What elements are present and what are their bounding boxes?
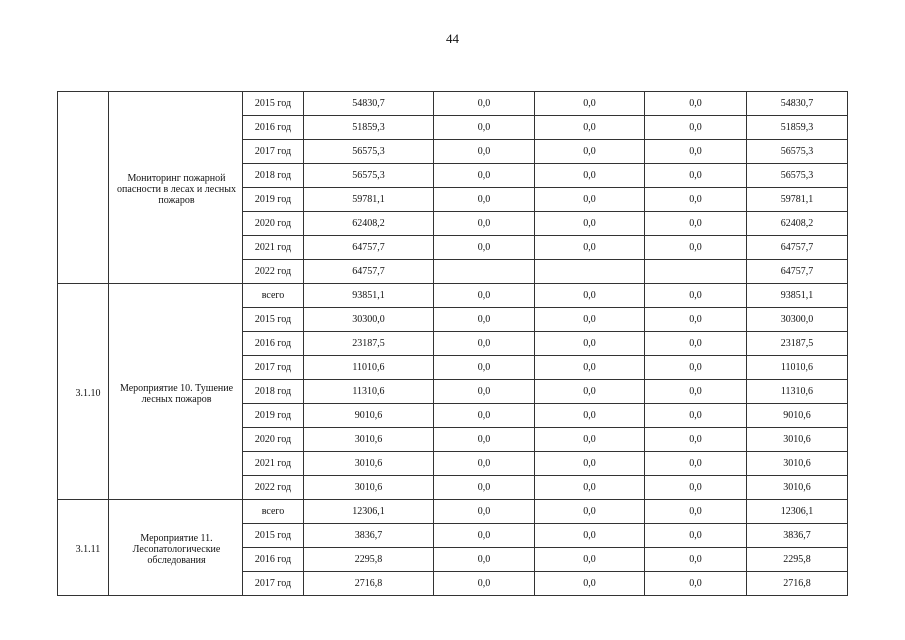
year-cell: 2017 год [243, 356, 304, 380]
value-cell-3: 0,0 [535, 164, 645, 188]
year-cell: 2022 год [243, 260, 304, 284]
item-name: Мероприятие 11. Лесопатологические обследования [109, 500, 243, 596]
value-cell-5: 64757,7 [747, 260, 848, 284]
year-cell: 2017 год [243, 572, 304, 596]
value-cell-3: 0,0 [535, 524, 645, 548]
value-cell-2: 0,0 [434, 476, 535, 500]
year-cell: 2019 год [243, 404, 304, 428]
value-cell-5: 3010,6 [747, 452, 848, 476]
value-cell-2: 0,0 [434, 332, 535, 356]
year-cell: 2015 год [243, 308, 304, 332]
value-cell-5: 11010,6 [747, 356, 848, 380]
value-cell-4: 0,0 [645, 212, 747, 236]
value-cell-2: 0,0 [434, 380, 535, 404]
value-cell-4: 0,0 [645, 140, 747, 164]
value-cell-4: 0,0 [645, 452, 747, 476]
value-cell-3: 0,0 [535, 356, 645, 380]
year-cell: 2022 год [243, 476, 304, 500]
value-cell-5: 59781,1 [747, 188, 848, 212]
value-cell-2 [434, 260, 535, 284]
value-cell-5: 3836,7 [747, 524, 848, 548]
value-cell-3: 0,0 [535, 332, 645, 356]
year-cell: 2016 год [243, 548, 304, 572]
value-cell-5: 54830,7 [747, 92, 848, 116]
value-cell-5: 23187,5 [747, 332, 848, 356]
value-cell-4: 0,0 [645, 188, 747, 212]
value-cell-4: 0,0 [645, 308, 747, 332]
total-cell: 3836,7 [304, 524, 434, 548]
value-cell-2: 0,0 [434, 356, 535, 380]
year-cell: всего [243, 284, 304, 308]
value-cell-3: 0,0 [535, 284, 645, 308]
value-cell-2: 0,0 [434, 92, 535, 116]
value-cell-3 [535, 260, 645, 284]
value-cell-4: 0,0 [645, 524, 747, 548]
value-cell-2: 0,0 [434, 452, 535, 476]
year-cell: 2016 год [243, 332, 304, 356]
value-cell-5: 56575,3 [747, 164, 848, 188]
value-cell-3: 0,0 [535, 428, 645, 452]
total-cell: 23187,5 [304, 332, 434, 356]
value-cell-5: 62408,2 [747, 212, 848, 236]
year-cell: 2019 год [243, 188, 304, 212]
value-cell-5: 64757,7 [747, 236, 848, 260]
value-cell-4: 0,0 [645, 548, 747, 572]
total-cell: 3010,6 [304, 476, 434, 500]
value-cell-2: 0,0 [434, 404, 535, 428]
value-cell-5: 2716,8 [747, 572, 848, 596]
value-cell-3: 0,0 [535, 404, 645, 428]
value-cell-2: 0,0 [434, 284, 535, 308]
value-cell-3: 0,0 [535, 212, 645, 236]
total-cell: 51859,3 [304, 116, 434, 140]
value-cell-5: 9010,6 [747, 404, 848, 428]
value-cell-3: 0,0 [535, 572, 645, 596]
total-cell: 59781,1 [304, 188, 434, 212]
value-cell-3: 0,0 [535, 236, 645, 260]
total-cell: 11010,6 [304, 356, 434, 380]
year-cell: 2015 год [243, 92, 304, 116]
total-cell: 64757,7 [304, 260, 434, 284]
table-row [58, 284, 848, 308]
value-cell-2: 0,0 [434, 308, 535, 332]
total-cell: 56575,3 [304, 140, 434, 164]
value-cell-2: 0,0 [434, 188, 535, 212]
value-cell-5: 11310,6 [747, 380, 848, 404]
year-cell: 2020 год [243, 212, 304, 236]
item-number [58, 92, 109, 284]
value-cell-2: 0,0 [434, 116, 535, 140]
value-cell-4: 0,0 [645, 116, 747, 140]
value-cell-5: 93851,1 [747, 284, 848, 308]
value-cell-4: 0,0 [645, 356, 747, 380]
total-cell: 3010,6 [304, 428, 434, 452]
value-cell-5: 3010,6 [747, 476, 848, 500]
total-cell: 64757,7 [304, 236, 434, 260]
value-cell-2: 0,0 [434, 140, 535, 164]
year-cell: 2020 год [243, 428, 304, 452]
year-cell: 2021 год [243, 452, 304, 476]
total-cell: 3010,6 [304, 452, 434, 476]
value-cell-4: 0,0 [645, 332, 747, 356]
total-cell: 2716,8 [304, 572, 434, 596]
value-cell-3: 0,0 [535, 476, 645, 500]
value-cell-4: 0,0 [645, 236, 747, 260]
value-cell-4: 0,0 [645, 500, 747, 524]
value-cell-3: 0,0 [535, 380, 645, 404]
total-cell: 2295,8 [304, 548, 434, 572]
year-cell: 2018 год [243, 164, 304, 188]
year-cell: 2015 год [243, 524, 304, 548]
total-cell: 56575,3 [304, 164, 434, 188]
total-cell: 11310,6 [304, 380, 434, 404]
value-cell-3: 0,0 [535, 92, 645, 116]
year-cell: 2016 год [243, 116, 304, 140]
year-cell: всего [243, 500, 304, 524]
value-cell-2: 0,0 [434, 236, 535, 260]
year-cell: 2021 год [243, 236, 304, 260]
value-cell-4: 0,0 [645, 92, 747, 116]
value-cell-2: 0,0 [434, 548, 535, 572]
year-cell: 2018 год [243, 380, 304, 404]
total-cell: 54830,7 [304, 92, 434, 116]
value-cell-5: 56575,3 [747, 140, 848, 164]
value-cell-4: 0,0 [645, 476, 747, 500]
value-cell-5: 3010,6 [747, 428, 848, 452]
value-cell-4 [645, 260, 747, 284]
value-cell-4: 0,0 [645, 380, 747, 404]
item-name: Мониторинг пожарной опасности в лесах и лесных пожаров [109, 92, 243, 284]
value-cell-5: 2295,8 [747, 548, 848, 572]
value-cell-3: 0,0 [535, 116, 645, 140]
value-cell-4: 0,0 [645, 164, 747, 188]
total-cell: 93851,1 [304, 284, 434, 308]
value-cell-5: 12306,1 [747, 500, 848, 524]
table-row [58, 500, 848, 524]
value-cell-3: 0,0 [535, 188, 645, 212]
item-number: 3.1.10 [58, 284, 109, 500]
budget-table [57, 91, 848, 596]
value-cell-2: 0,0 [434, 212, 535, 236]
value-cell-5: 51859,3 [747, 116, 848, 140]
value-cell-3: 0,0 [535, 140, 645, 164]
value-cell-3: 0,0 [535, 500, 645, 524]
value-cell-4: 0,0 [645, 572, 747, 596]
value-cell-4: 0,0 [645, 404, 747, 428]
page-number: 44 [446, 31, 459, 46]
value-cell-5: 30300,0 [747, 308, 848, 332]
value-cell-2: 0,0 [434, 524, 535, 548]
value-cell-2: 0,0 [434, 164, 535, 188]
value-cell-2: 0,0 [434, 428, 535, 452]
total-cell: 30300,0 [304, 308, 434, 332]
value-cell-3: 0,0 [535, 452, 645, 476]
value-cell-3: 0,0 [535, 308, 645, 332]
total-cell: 12306,1 [304, 500, 434, 524]
value-cell-4: 0,0 [645, 428, 747, 452]
table-body [58, 92, 848, 596]
value-cell-4: 0,0 [645, 284, 747, 308]
table-row [58, 92, 848, 116]
value-cell-2: 0,0 [434, 500, 535, 524]
item-name: Мероприятие 10. Тушение лесных пожаров [109, 284, 243, 500]
total-cell: 9010,6 [304, 404, 434, 428]
value-cell-3: 0,0 [535, 548, 645, 572]
total-cell: 62408,2 [304, 212, 434, 236]
item-number: 3.1.11 [58, 500, 109, 596]
year-cell: 2017 год [243, 140, 304, 164]
value-cell-2: 0,0 [434, 572, 535, 596]
